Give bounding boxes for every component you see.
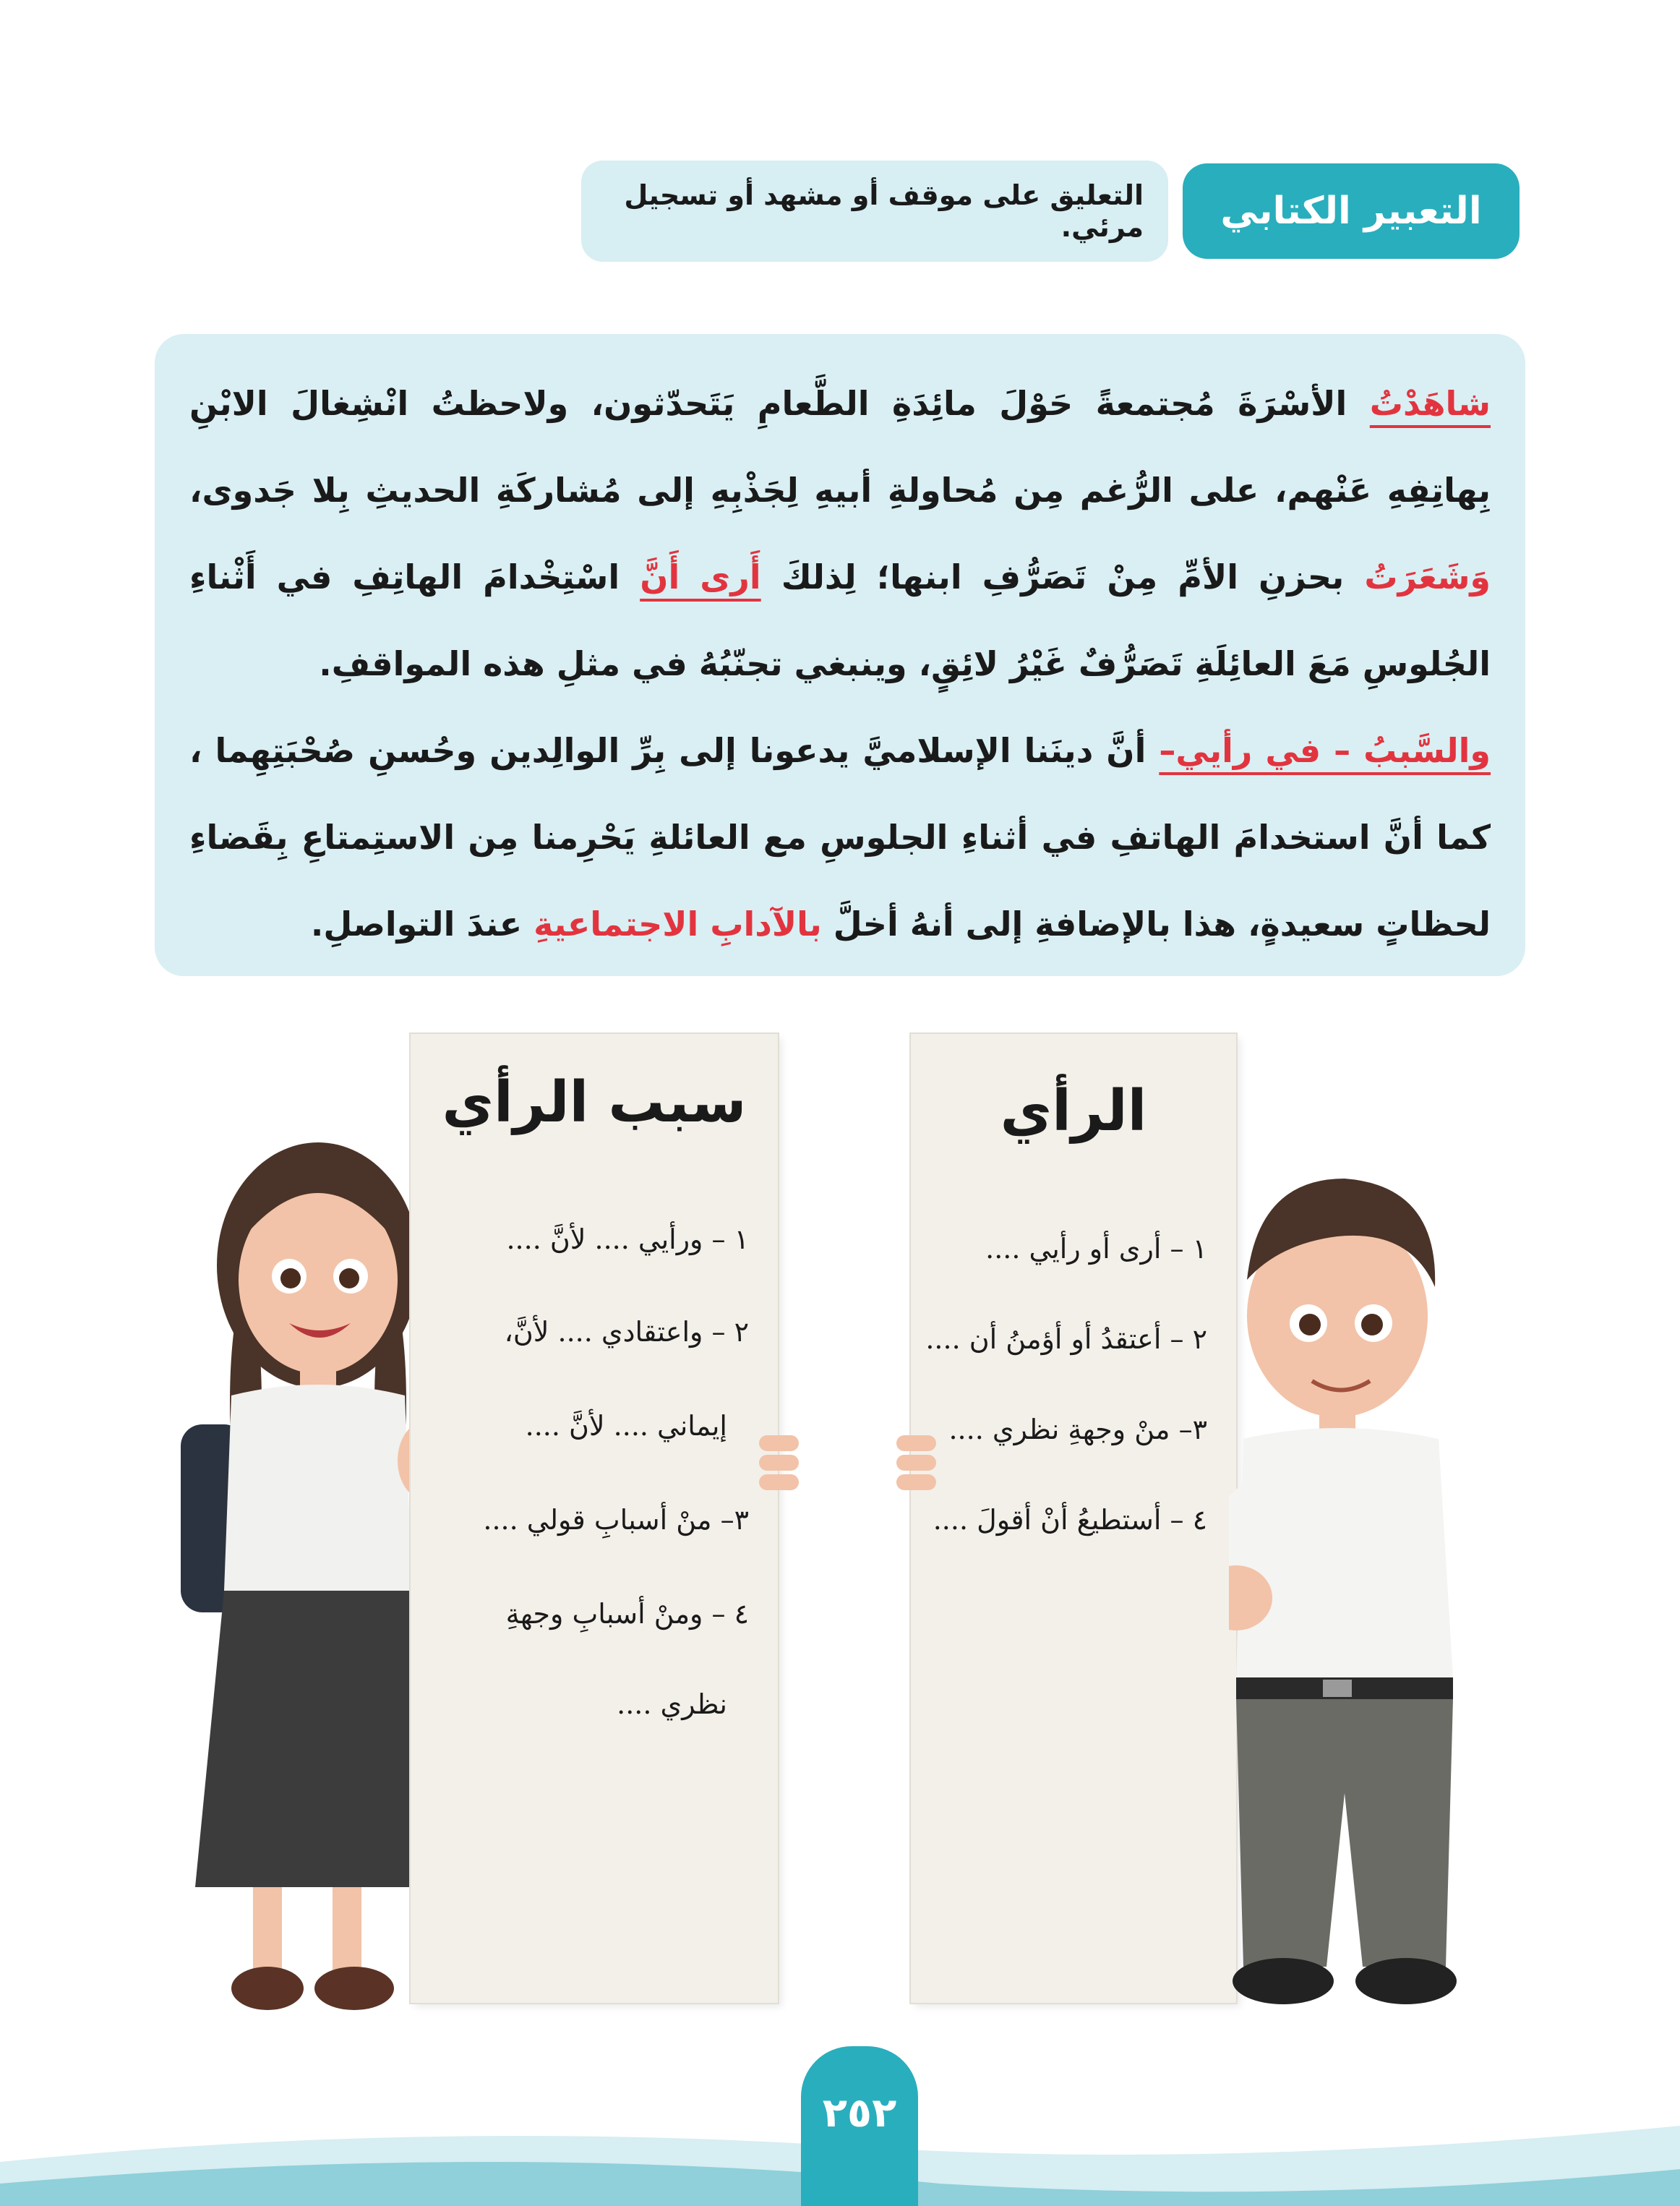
passage-text: عندَ التواصلِ. xyxy=(310,905,534,944)
boy-illustration xyxy=(1229,1099,1489,2025)
opinion-line: ١ – أرى أو رأيي .... xyxy=(985,1233,1207,1265)
reason-line: ١ – ورأيي .... لأنَّ .... xyxy=(506,1223,749,1255)
page-number: ٢٥٢ xyxy=(822,2090,897,2137)
passage-text: أنَّ دينَنا الإسلاميَّ يدعونا إلى بِرِّ الوالِدين وحُسنِ صُحْبَتِهِما ، كما أنَّ استخدامَ الهاتفِ في أثناءِ الجلوسِ مع العائلةِ يَحْرِمنا مِن الاستِمتاعِ بِقَضاءِ لحظاتٍ سعيدةٍ، هذا بالإضافةِ إلى أنهُ أخلَّ xyxy=(189,731,1491,944)
reason-board-title: سبب الرأي xyxy=(442,1070,747,1135)
boy-hand xyxy=(893,1432,936,1497)
passage-text: الأسْرَةَ مُجتمعةً حَوْلَ مائِدَةِ الطَّعامِ يَتَحدّثون، ولاحظتُ انْشِغالَ الابْنِ بِهاتِفِهِ عَنْهم، على الرُّغم مِن مُحاولةِ أبيهِ لِجَذْبِهِ إلى مُشاركَةِ الحديثِ بِلا جَدوى، xyxy=(189,384,1491,510)
passage-paragraph-2 xyxy=(189,707,1491,967)
reason-line: ٢ – واعتقادي .... لأنَّ، xyxy=(504,1316,749,1348)
reason-board xyxy=(411,1034,778,2003)
section-subtitle: التعليق على موقف أو مشهد أو تسجيل مرئي. xyxy=(624,179,1144,243)
reason-line: نظري .... xyxy=(617,1688,727,1720)
page-number-tab xyxy=(801,2046,918,2206)
passage-text: بحزنِ الأمِّ مِنْ تَصَرُّفِ ابنها؛ لِذلكَ xyxy=(760,557,1365,597)
girl-illustration xyxy=(166,1085,441,2025)
reason-line: إيماني .... لأنَّ .... xyxy=(525,1410,727,1442)
passage-paragraph-1 xyxy=(189,360,1491,707)
opinion-line: ٤ – أستطيعُ أنْ أقولَ .... xyxy=(933,1504,1207,1536)
passage-box xyxy=(155,334,1525,976)
opinion-line: ٣– منْ وجهةِ نظري .... xyxy=(948,1414,1207,1445)
section-subtitle-box xyxy=(581,161,1168,262)
keyword: والسَّببُ – في رأيي– xyxy=(1159,731,1491,770)
opinion-line: ٢ – أعتقدُ أو أؤمنُ أن .... xyxy=(925,1323,1207,1355)
reason-line: ٤ – ومنْ أسبابِ وجهةِ xyxy=(505,1598,749,1630)
section-title: التعبير الكتابي xyxy=(1220,189,1482,233)
keyword: بالآدابِ الاجتماعيةِ xyxy=(533,905,822,944)
keyword: أَرى أَنَّ xyxy=(640,557,761,597)
opinion-board-title: الرأي xyxy=(1000,1079,1147,1144)
girl-hand xyxy=(759,1432,802,1497)
opinion-board xyxy=(911,1034,1236,2003)
section-title-badge xyxy=(1183,163,1520,259)
reason-line: ٣– منْ أسبابِ قولي .... xyxy=(483,1504,749,1536)
keyword: وَشَعَرَتُ xyxy=(1364,557,1491,597)
passage-text: اسْتِخْدامَ الهاتِفِ في أَثْناءِ الجُلوسِ مَعَ العائِلَةِ تَصَرُّفٌ غَيْرُ لائِقٍ، وينبغي تجنّبُهُ في مثلِ هذه المواقفِ. xyxy=(189,557,1491,683)
keyword: شاهَدْتُ xyxy=(1369,384,1491,423)
